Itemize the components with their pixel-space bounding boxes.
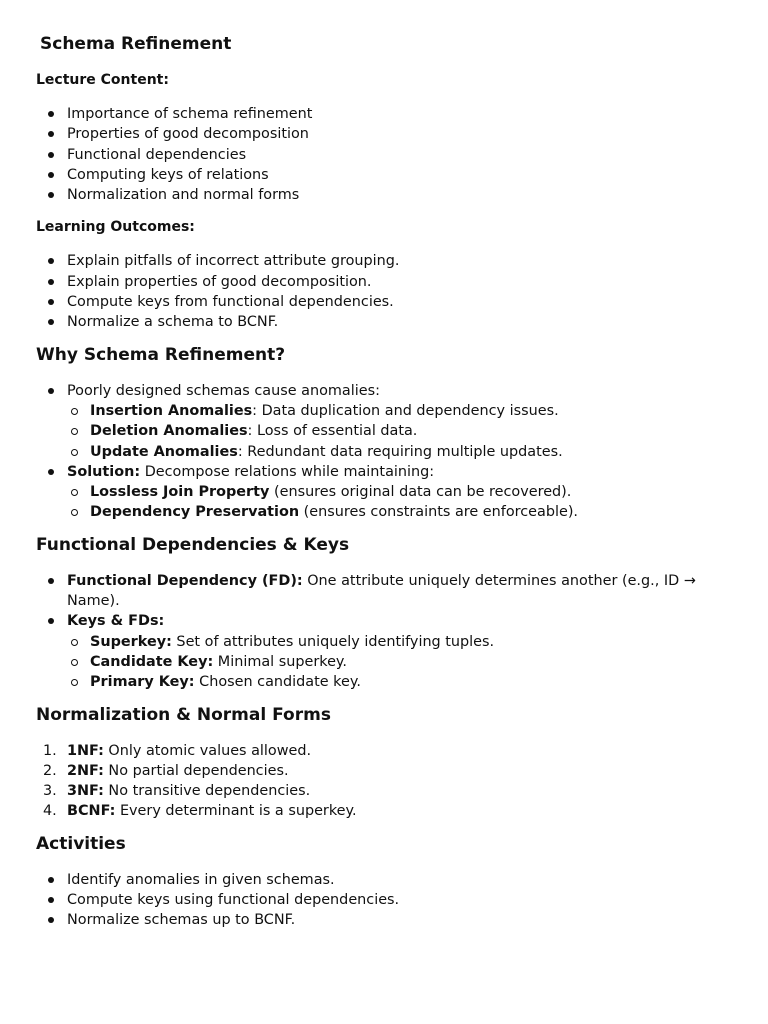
fd-text-line2: Name). [67, 593, 120, 610]
sub-list-item [36, 632, 736, 652]
term: 3NF: [67, 783, 104, 800]
item-number: 1. [43, 742, 57, 759]
solution-term: Solution: [67, 463, 141, 480]
description: No partial dependencies. [103, 762, 289, 779]
sub-list-item [36, 672, 736, 692]
list-item: Properties of good decomposition [36, 124, 736, 144]
sub-list-item [36, 652, 736, 672]
term: Primary Key: [90, 674, 195, 691]
list-item [36, 611, 736, 692]
term: Deletion Anomalies [90, 423, 248, 440]
list-item: Compute keys from functional dependencies. [36, 292, 736, 312]
keys-sublist [67, 632, 736, 693]
fd-text-line1: One attribute uniquely determines another (e.g., ID → [302, 572, 696, 589]
list-item [36, 462, 736, 523]
anomalies-intro: Poorly designed schemas cause anomalies: [67, 382, 380, 399]
description: Every determinant is a superkey. [115, 803, 357, 820]
description: Minimal superkey. [213, 653, 347, 670]
list-item: Functional dependencies [36, 145, 736, 165]
lecture-content-list [36, 104, 736, 205]
description: (ensures original data can be recovered). [269, 484, 572, 501]
why-heading: Why Schema Refinement? [36, 344, 286, 365]
lecture-content-label: Lecture Content: [36, 72, 169, 88]
list-item: Compute keys using functional dependencies. [36, 890, 736, 910]
sub-list-item [36, 421, 736, 441]
list-item: Importance of schema refinement [36, 104, 736, 124]
description: Set of attributes uniquely identifying tuples. [171, 633, 495, 650]
description: No transitive dependencies. [103, 783, 311, 800]
sub-list-item [36, 442, 736, 462]
description: : Redundant data requiring multiple updates. [237, 443, 563, 460]
description: : Data duplication and dependency issues. [252, 402, 559, 419]
list-item: Identify anomalies in given schemas. [36, 870, 736, 890]
sub-list-item [36, 482, 736, 502]
list-item: Explain pitfalls of incorrect attribute grouping. [36, 251, 736, 271]
activities-heading: Activities [36, 833, 126, 854]
normal-forms-list [36, 741, 736, 822]
list-item: Normalize a schema to BCNF. [36, 312, 736, 332]
description: Chosen candidate key. [194, 674, 361, 691]
description: : Loss of essential data. [247, 423, 418, 440]
list-item: Normalize schemas up to BCNF. [36, 910, 736, 930]
fd-term: Functional Dependency (FD): [67, 572, 303, 589]
fd-list [36, 571, 736, 693]
list-item: Explain properties of good decomposition. [36, 272, 736, 292]
list-item: Computing keys of relations [36, 165, 736, 185]
description: Only atomic values allowed. [103, 742, 312, 759]
solution-text: Decompose relations while maintaining: [140, 463, 435, 480]
term: Dependency Preservation [90, 504, 300, 521]
properties-sublist [67, 482, 736, 523]
sub-list-item [36, 502, 736, 522]
term: 2NF: [67, 762, 104, 779]
term: Update Anomalies [90, 443, 238, 460]
learning-outcomes-label: Learning Outcomes: [36, 219, 195, 236]
ordered-list-item [36, 801, 736, 821]
ordered-list-item [36, 761, 736, 781]
list-item [36, 381, 736, 462]
activities-list [36, 870, 736, 931]
ordered-list-item [36, 781, 736, 801]
item-number: 2. [43, 762, 57, 779]
list-item [36, 571, 736, 612]
normalization-heading: Normalization & Normal Forms [36, 704, 331, 725]
description: (ensures constraints are enforceable). [299, 504, 579, 521]
ordered-list-item [36, 741, 736, 761]
learning-outcomes-list [36, 251, 736, 332]
item-number: 3. [43, 783, 57, 800]
list-item: Normalization and normal forms [36, 185, 736, 205]
term: 1NF: [67, 742, 104, 759]
why-list [36, 381, 736, 523]
term: BCNF: [67, 803, 116, 820]
term: Candidate Key: [90, 653, 214, 670]
fd-heading: Functional Dependencies & Keys [36, 534, 350, 555]
keys-term: Keys & FDs: [67, 613, 165, 630]
term: Superkey: [90, 633, 172, 650]
term: Lossless Join Property [90, 484, 270, 501]
term: Insertion Anomalies [90, 402, 253, 419]
document-page [36, 30, 736, 931]
page-title: Schema Refinement [40, 34, 232, 54]
item-number: 4. [43, 803, 57, 820]
sub-list-item [36, 401, 736, 421]
anomalies-sublist [67, 401, 736, 462]
